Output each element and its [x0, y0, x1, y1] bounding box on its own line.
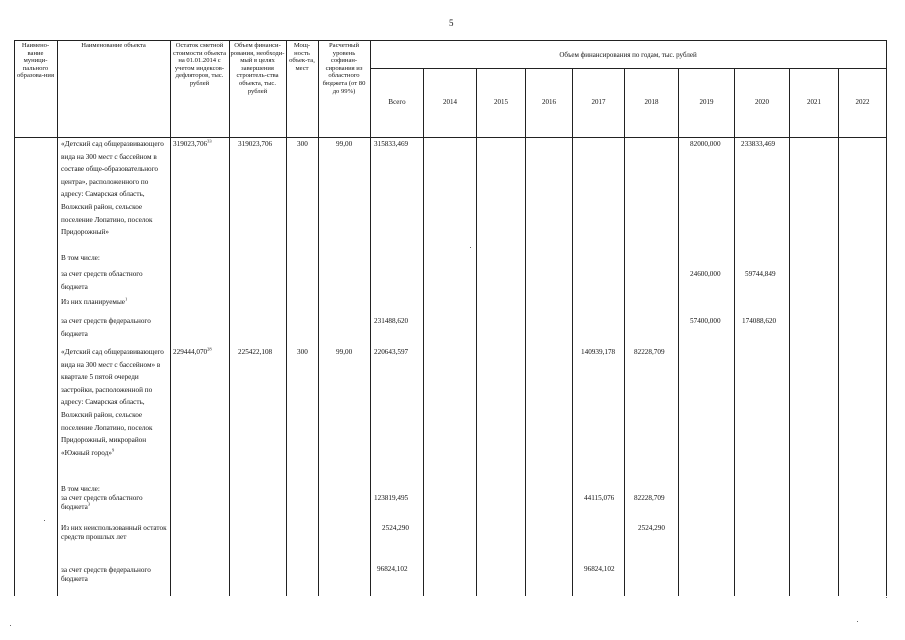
header-year-total: Всего: [388, 98, 406, 106]
remaining-cost-value: 319023,706: [173, 140, 208, 148]
header-required-funding: Объем финанси-рования, необходи-мый в целях завершения строитель-ства объекта, тыс. рублей: [230, 42, 285, 95]
capacity-value: 300: [297, 140, 308, 148]
object-name-cell: [61, 346, 167, 459]
total-value: 220643,597: [374, 348, 409, 356]
row-label: за счет средств федерального бюджета: [61, 317, 151, 338]
row-label: В том числе:: [61, 254, 100, 262]
year-2018-value: 2524,290: [638, 524, 665, 532]
col-line: [318, 40, 319, 596]
total-value: 96824,102: [377, 565, 408, 573]
total-value: 231488,620: [374, 317, 409, 325]
table-top-border: [14, 40, 886, 41]
required-funding-value: 319023,706: [238, 140, 273, 148]
col-line: [838, 68, 839, 596]
scan-speck: [10, 625, 11, 626]
cofinancing-value: 99,00: [336, 140, 353, 148]
header-year-2018: 2018: [644, 98, 659, 106]
row-label: за счет средств областного бюджета: [61, 270, 143, 291]
header-year-2020: 2020: [755, 98, 769, 106]
col-line: [572, 68, 573, 596]
col-line: [678, 68, 679, 596]
total-value: 123819,495: [374, 494, 409, 502]
required-funding-value: 225422,108: [238, 348, 273, 356]
row-label: Из них планируемые: [61, 298, 125, 306]
year-2020-value: 174088,620: [742, 317, 777, 325]
remaining-cost-cell: [173, 138, 212, 151]
scan-speck: [886, 597, 887, 598]
year-2020-value: 59744,849: [745, 270, 776, 278]
col-line: [370, 40, 371, 596]
footnote-mark: 33: [207, 138, 212, 144]
header-object-name: Наименование объекта: [81, 42, 146, 49]
col-line: [14, 40, 15, 596]
cofinancing-value: 99,00: [336, 348, 353, 356]
row-label-cell: [61, 494, 167, 512]
year-2019-value: 57400,000: [690, 317, 721, 325]
col-line: [229, 40, 230, 596]
col-line: [170, 40, 171, 596]
year-2019-value: 24600,000: [690, 270, 721, 278]
scan-speck: [857, 621, 858, 622]
remaining-cost-value: 229444,070: [173, 348, 208, 356]
header-year-2021: 2021: [807, 98, 821, 106]
row-label: Из них неиспользованный остаток средств прошлых лет: [61, 524, 167, 541]
col-line: [734, 68, 735, 596]
header-cofinancing: Расчетный уровень софинан-сирования из областного бюджета (от 80 до 99%): [322, 42, 366, 95]
header-year-2015: 2015: [494, 98, 508, 106]
footnote-mark: 3: [87, 501, 91, 507]
year-2017-value: 44115,076: [584, 494, 615, 502]
header-year-2019: 2019: [699, 98, 714, 106]
col-line: [476, 68, 477, 596]
header-year-2022: 2022: [855, 98, 870, 106]
row-label: за счет средств областного бюджета: [61, 494, 143, 511]
header-year-2016: 2016: [542, 98, 556, 106]
header-remaining-cost: Остаток сметной стоимости объекта на 01.01.2014 с учетом индексов-дефляторов, тыс. рублей: [173, 42, 226, 87]
year-2019-value: 82000,000: [690, 140, 721, 148]
scan-speck: [44, 520, 45, 521]
capacity-value: 300: [297, 348, 308, 356]
col-line: [624, 68, 625, 596]
header-capacity: Мощ-ность объек-та, мест: [289, 42, 315, 72]
year-2017-value: 96824,102: [584, 565, 615, 573]
col-line: [286, 40, 287, 596]
col-line: [423, 68, 424, 596]
footnote-mark: 9: [111, 447, 115, 453]
col-line: [57, 40, 58, 596]
remaining-cost-cell: [173, 346, 212, 359]
year-2018-value: 82228,709: [634, 494, 665, 502]
header-year-2014: 2014: [443, 98, 457, 106]
total-value: 315833,469: [374, 140, 409, 148]
row-label: В том числе:: [61, 485, 100, 493]
page-number: 5: [449, 18, 454, 28]
year-header-separator: [370, 68, 886, 69]
object-name: «Детский сад общеразвивающего вида на 300 мест с бассейном в составе обще-образовательного центра», расположенного по адресу: Самарская область, Волжский район, сельское поселение Лопатино, поселок Придорожный»: [61, 140, 164, 237]
footnote-mark: 1: [124, 296, 128, 302]
header-municipality: Наимено-вание муници-пального образова-ния: [17, 42, 54, 80]
col-line: [789, 68, 790, 596]
header-funding-by-year: Объем финансирования по годам, тыс. рублей: [559, 51, 697, 59]
object-name: «Детский сад общеразвивающего вида на 300 мест с бассейном» в квартале 5 пятой очереди застройки, расположенной по адресу: Самарская область, Волжский район, сельское поселение Лопатино, поселок Придорожный, микрорайон «Южный город»: [61, 348, 164, 457]
col-line: [525, 68, 526, 596]
year-2018-value: 82228,709: [634, 348, 665, 356]
row-label-cell: [61, 296, 167, 309]
total-value: 2524,290: [382, 524, 409, 532]
year-2017-value: 140939,178: [581, 348, 616, 356]
footnote-mark: 28: [207, 346, 212, 352]
year-2020-value: 233833,469: [741, 140, 776, 148]
scan-speck: [470, 247, 471, 248]
object-name-cell: [61, 138, 167, 239]
col-line: [886, 40, 887, 596]
row-label: за счет средств федерального бюджета: [61, 566, 151, 583]
header-year-2017: 2017: [591, 98, 606, 106]
